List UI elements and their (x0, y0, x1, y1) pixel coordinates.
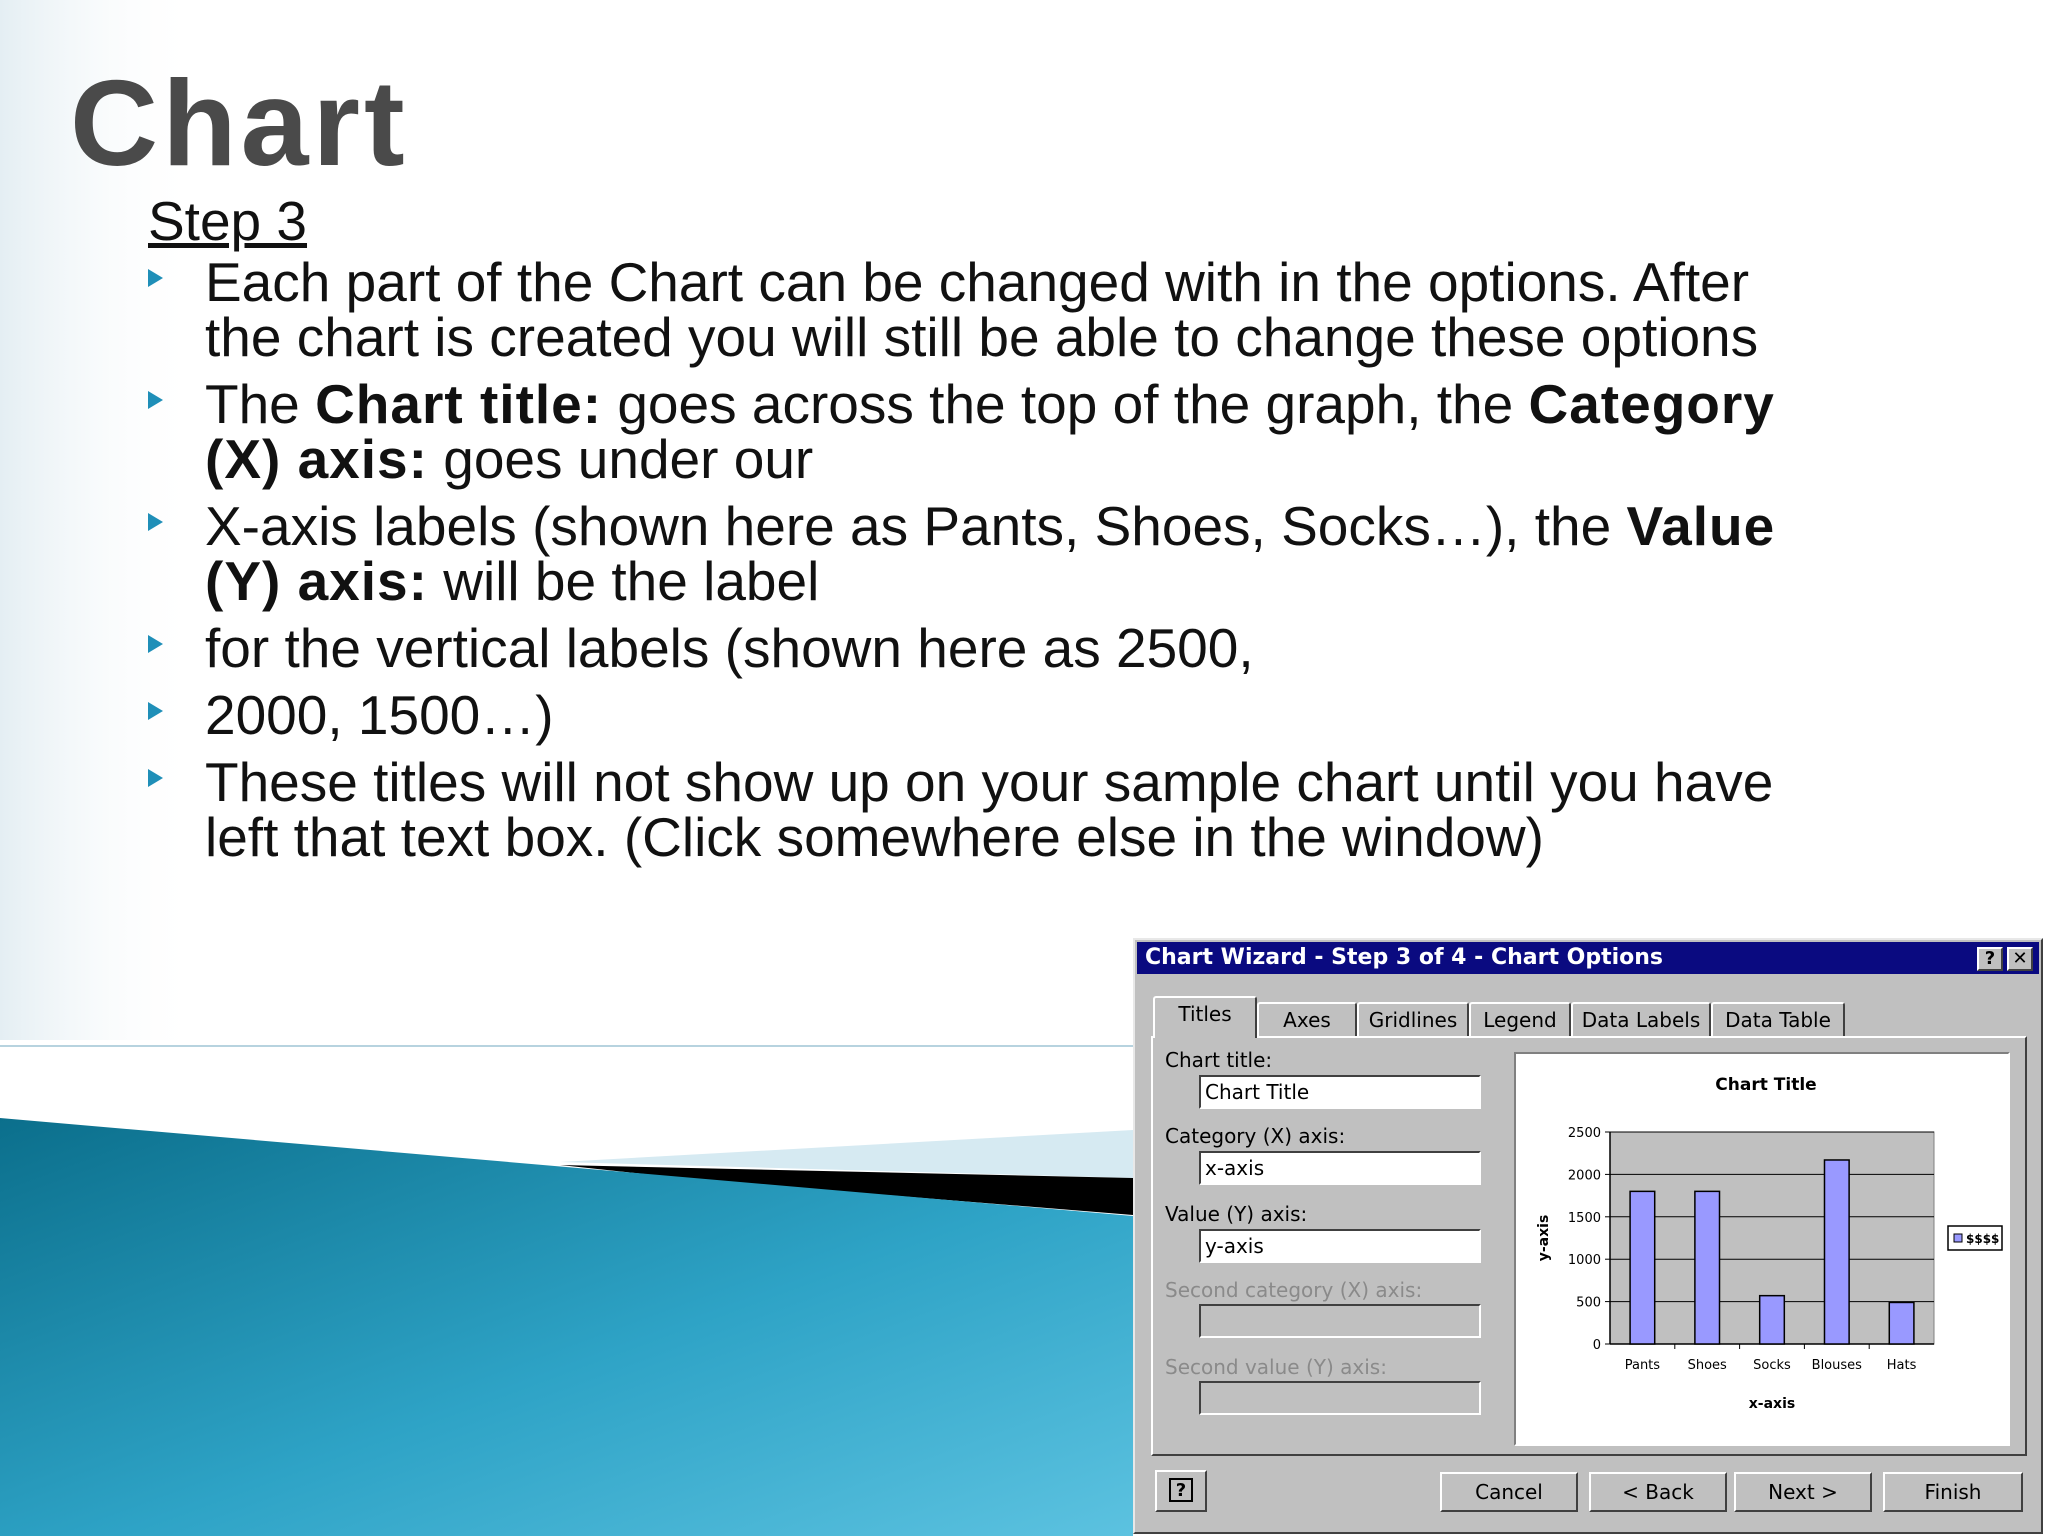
chart-wizard-dialog (1133, 938, 2043, 1534)
title-help-button[interactable]: ? (1977, 947, 2003, 971)
y-tick-label: 1000 (1567, 1253, 1601, 1269)
bullet-text: 2000, 1500…) (205, 684, 554, 746)
bar (1695, 1191, 1720, 1344)
x-tick-label: Socks (1753, 1358, 1791, 1373)
tab-data-table[interactable]: Data Table (1711, 1002, 1845, 1036)
tab-legend[interactable]: Legend (1469, 1002, 1571, 1036)
legend-label: $$$$ (1966, 1232, 2000, 1246)
bullet-item (148, 373, 1808, 490)
bullet-text: will be the label (427, 550, 820, 612)
y-tick-label: 2000 (1567, 1168, 1601, 1184)
category-x-label: Category (X) axis: (1165, 1124, 1346, 1148)
category-x-input[interactable]: x-axis (1199, 1151, 1481, 1185)
slide-title: Chart (70, 55, 409, 191)
bullet-item (148, 617, 1808, 679)
chart-title-label: Chart title: (1165, 1048, 1273, 1072)
x-axis-title: x-axis (1748, 1396, 1796, 1412)
legend-swatch (1954, 1234, 1962, 1242)
bullet-item (148, 495, 1808, 612)
x-tick-label: Pants (1624, 1358, 1661, 1373)
title-close-button[interactable]: ✕ (2007, 947, 2033, 971)
tab-axes[interactable]: Axes (1257, 1002, 1357, 1036)
x-tick-label: Shoes (1687, 1358, 1727, 1373)
y-tick-label: 500 (1576, 1295, 1601, 1311)
help-button[interactable] (1155, 1470, 1207, 1512)
y-tick-label: 0 (1592, 1338, 1601, 1353)
bullet-item (148, 684, 1808, 746)
cancel-button[interactable]: Cancel (1440, 1472, 1578, 1512)
bar (1630, 1191, 1655, 1344)
bullet-item (148, 251, 1808, 368)
bullet-arrow-icon (148, 513, 163, 531)
chart-title-input[interactable]: Chart Title (1199, 1075, 1481, 1109)
next-button[interactable]: Next > (1734, 1472, 1872, 1512)
value-y-input[interactable]: y-axis (1199, 1229, 1481, 1263)
bar (1760, 1296, 1785, 1344)
tab-titles[interactable]: Titles (1153, 996, 1257, 1038)
dialog-titlebar[interactable] (1137, 942, 2039, 974)
second-category-input (1199, 1304, 1481, 1338)
bullet-bold: Chart title: (315, 373, 603, 435)
bullet-text: goes under our (427, 428, 814, 490)
bullet-text: for the vertical labels (shown here as 2500, (205, 617, 1254, 679)
value-y-label: Value (Y) axis: (1165, 1202, 1308, 1226)
back-button[interactable]: < Back (1589, 1472, 1727, 1512)
chart-preview (1514, 1052, 2010, 1446)
bullet-text: goes across the top of the graph, the (602, 373, 1529, 435)
bullet-text: X-axis labels (shown here as Pants, Shoes, Socks…), the (205, 495, 1627, 557)
bullet-text: Each part of the Chart can be changed with in the options. After the chart is created you will still be able to change these options (205, 251, 1759, 368)
bullet-text: The (205, 373, 316, 435)
bullet-arrow-icon (148, 391, 163, 409)
x-tick-label: Hats (1886, 1358, 1917, 1373)
bullet-item (148, 751, 1808, 868)
bullet-bold: Value (Y) axis: (205, 495, 1776, 612)
bullet-arrow-icon (148, 769, 163, 787)
bullet-arrow-icon (148, 269, 163, 287)
tab-data-labels[interactable]: Data Labels (1571, 1002, 1711, 1036)
bullet-bold: Category (X) axis: (205, 373, 1775, 490)
bullet-list (148, 251, 1808, 877)
chart-title: Chart Title (1715, 1075, 1817, 1095)
second-value-input (1199, 1381, 1481, 1415)
chart-svg (1516, 1054, 2008, 1444)
bullet-arrow-icon (148, 635, 163, 653)
y-tick-label: 2500 (1567, 1126, 1601, 1141)
x-tick-label: Blouses (1811, 1358, 1862, 1373)
y-axis-title: y-axis (1536, 1214, 1552, 1262)
second-value-label: Second value (Y) axis: (1165, 1355, 1387, 1379)
bullet-text: These titles will not show up on your sample chart until you have left that text box. (Click somewhere else in the window) (205, 751, 1774, 868)
dialog-title: Chart Wizard - Step 3 of 4 - Chart Options (1145, 945, 1663, 970)
help-icon: ? (1169, 1478, 1193, 1502)
y-tick-label: 1500 (1567, 1210, 1601, 1226)
second-category-label: Second category (X) axis: (1165, 1278, 1423, 1302)
finish-button[interactable]: Finish (1883, 1472, 2023, 1512)
tab-gridlines[interactable]: Gridlines (1357, 1002, 1469, 1036)
step-label: Step 3 (148, 190, 308, 252)
bar (1889, 1302, 1914, 1344)
bar (1824, 1160, 1849, 1344)
bullet-arrow-icon (148, 702, 163, 720)
